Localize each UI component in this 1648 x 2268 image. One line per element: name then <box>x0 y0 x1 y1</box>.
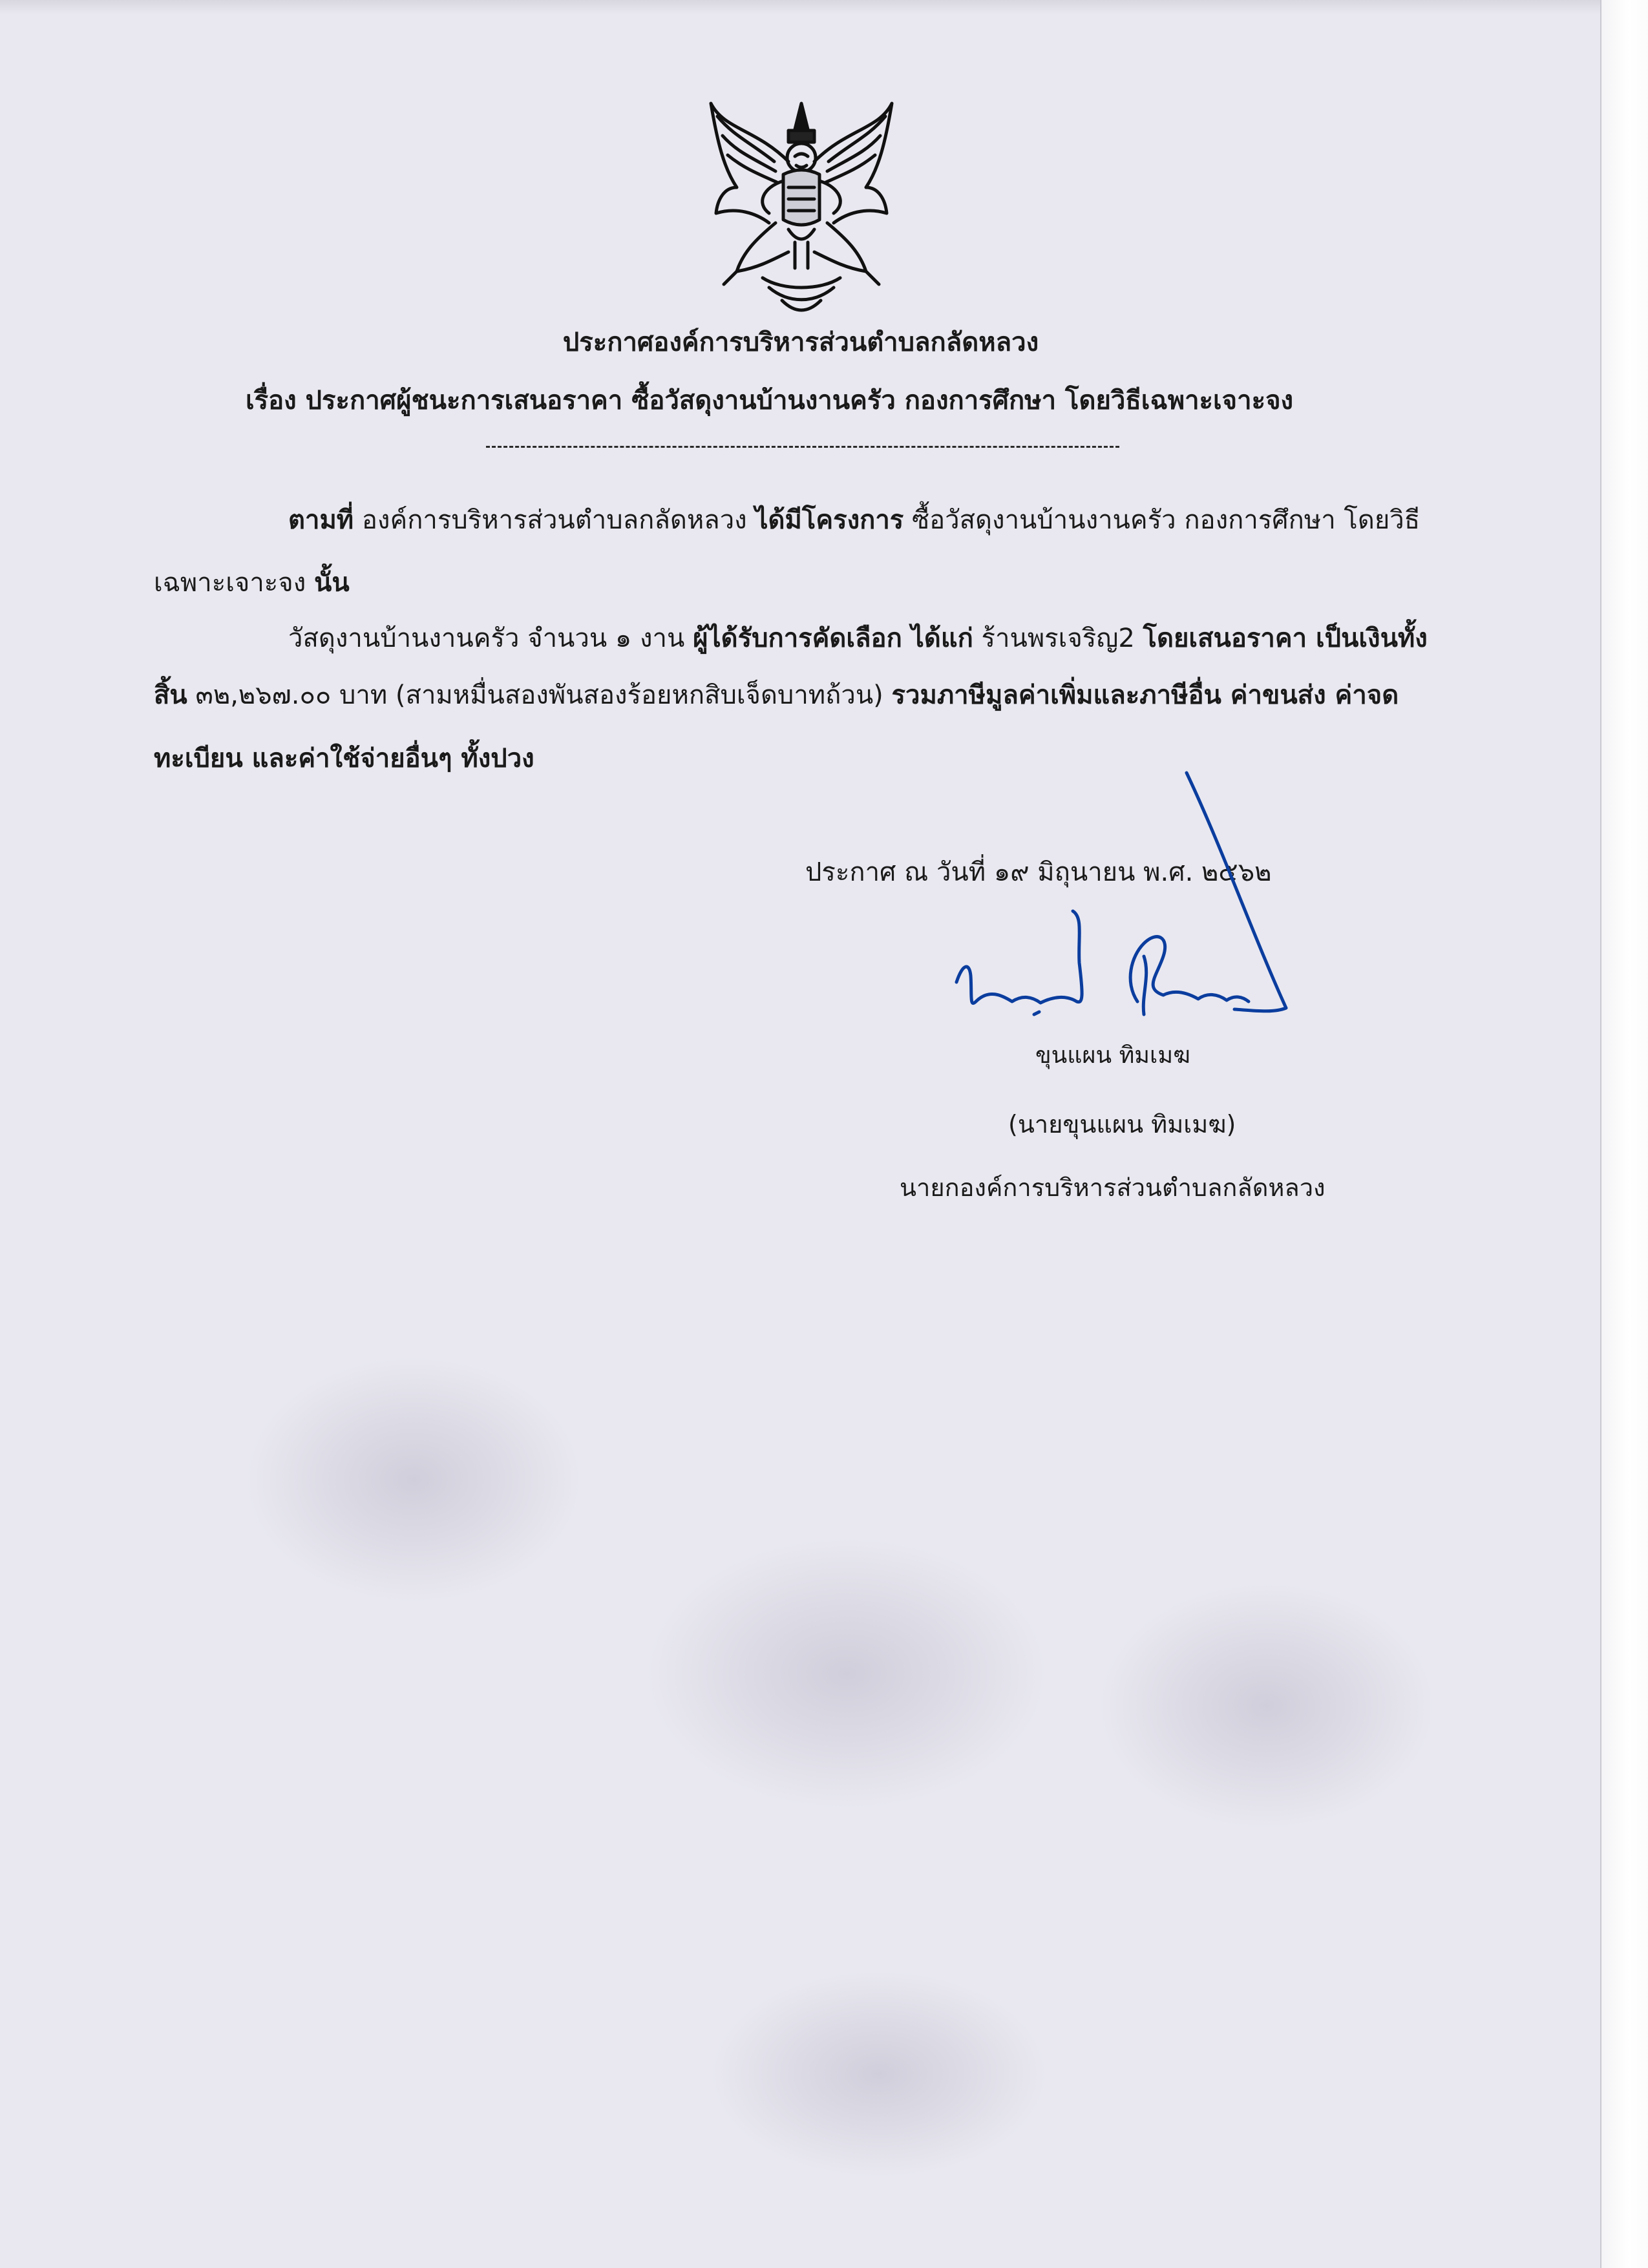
scan-shadow <box>0 0 1601 14</box>
scan-edge <box>1600 0 1648 2268</box>
paragraph-1-line-2 <box>154 563 350 602</box>
handwritten-signature <box>950 769 1338 1040</box>
scan-smudge <box>1099 1583 1435 1829</box>
signer-full-name: (นายขุนแผน ทิมเมฆ) <box>1008 1110 1236 1139</box>
text: ซื้อวัสดุงานบ้านงานครัว กองการศึกษา โดยวิธี <box>903 505 1421 535</box>
text: ร้านพรเจริญ2 <box>973 624 1143 653</box>
divider-line <box>486 446 1119 448</box>
paragraph-2-line-2 <box>154 676 1399 715</box>
scan-smudge <box>246 1357 582 1602</box>
text-bold: โดยเสนอราคา เป็นเงินทั้ง <box>1143 624 1428 653</box>
announcement-subject: เรื่อง ประกาศผู้ชนะการเสนอราคา ซื้อวัสดุงานบ้านงานครัว กองการศึกษา โดยวิธีเฉพาะเจาะจง <box>246 386 1294 415</box>
text-bold: ได้มีโครงการ <box>755 505 904 535</box>
signer-short-name: ขุนแผน ทิมเมฆ <box>1035 1042 1190 1069</box>
text: เฉพาะเจาะจง <box>154 568 314 598</box>
announcement-date: ประกาศ ณ วันที่ ๑๙ มิถุนายน พ.ศ. ๒๕๖๒ <box>805 857 1272 887</box>
signer-position: นายกองค์การบริหารส่วนตำบลกลัดหลวง <box>900 1173 1326 1202</box>
text-bold: สิ้น <box>154 680 187 710</box>
paragraph-2-line-3: ทะเบียน และค่าใช้จ่ายอื่นๆ ทั้งปวง <box>154 744 534 773</box>
text: องค์การบริหารส่วนตำบลกลัดหลวง <box>354 505 755 535</box>
text-bold: นั้น <box>313 568 350 598</box>
text: ๓๒,๒๖๗.๐๐ บาท (สามหมื่นสองพันสองร้อยหกสิบเจ็ดบาทถ้วน) <box>187 680 892 710</box>
announcement-title: ประกาศองค์การบริหารส่วนตำบลกลัดหลวง <box>562 328 1039 357</box>
scan-smudge <box>711 1971 1047 2178</box>
paragraph-2-line-1 <box>288 619 1428 658</box>
text-bold: ผู้ได้รับการคัดเลือก ได้แก่ <box>693 624 973 653</box>
text-bold: ตามที่ <box>288 505 354 535</box>
text-bold: รวมภาษีมูลค่าเพิ่มและภาษีอื่น ค่าขนส่ง ค่าจด <box>891 680 1399 710</box>
garuda-emblem-icon <box>698 90 905 330</box>
scan-smudge <box>646 1538 1047 1809</box>
paragraph-1-line-1 <box>288 501 1420 540</box>
text: วัสดุงานบ้านงานครัว จำนวน ๑ งาน <box>288 624 693 653</box>
